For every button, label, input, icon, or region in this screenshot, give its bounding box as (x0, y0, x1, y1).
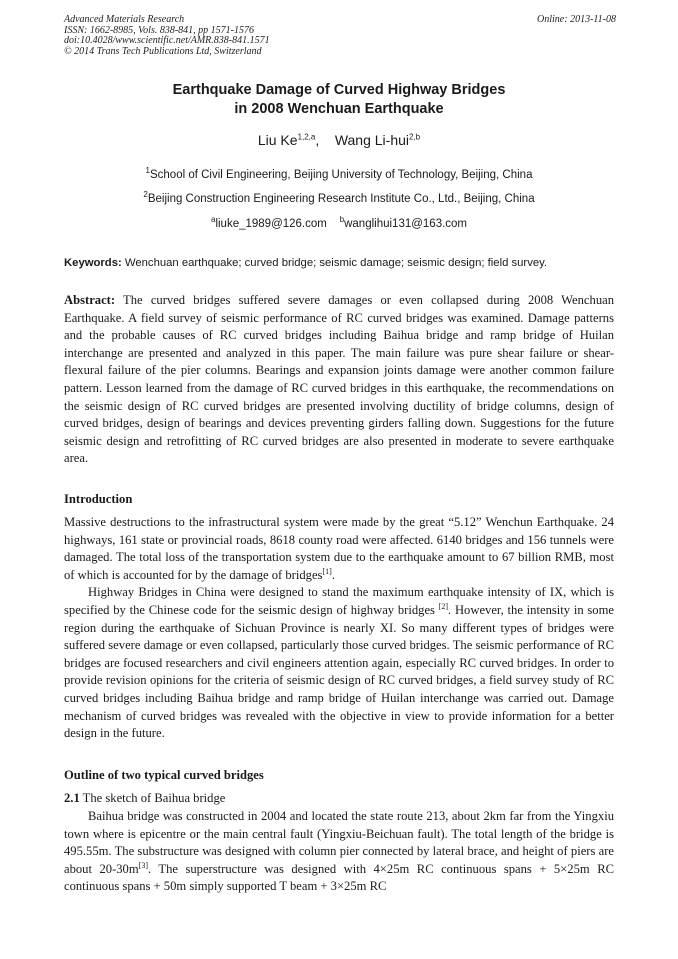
abstract-label: Abstract: (64, 293, 116, 307)
author-1-sup: 1,2,a (297, 132, 316, 142)
author-2-sup: 2,b (409, 132, 421, 142)
author-list (64, 132, 614, 148)
outline-paragraph-1 (64, 808, 614, 896)
title-line-2: in 2008 Wenchuan Earthquake (234, 101, 444, 117)
intro-heading: Introduction (64, 492, 133, 506)
intro-p1-text: Massive destructions to the infrastructural system were made by the great “5.12” Wenchun Earthquake. 24 highways, 161 state or provincial roads, 8618 county road were affected. 6140 bridges and 156 tunnels were damaged. The total loss of the transportation system due to the earthquake amount to 67 billion RMB, most of which is accounted for by the damage of bridges (64, 515, 614, 582)
journal-header (64, 15, 616, 57)
intro-p1-end: . (331, 567, 335, 582)
subsection-2-1-heading (64, 791, 225, 806)
citation-3: [3] (138, 860, 148, 870)
outline-p1-text-a: Baihua bridge was constructed in 2004 and located the state route 213, about 2km far from the Yingxiu town where is epicentre or the main central fault (Yingxiu-Beichuan fault). The total length of the bridge is 495.55m. The substructure was designed with column pier connected by lateral brace, and height of piers are about 20-30m (64, 809, 614, 876)
keywords (64, 257, 616, 269)
email-2-sup: b (339, 215, 345, 225)
email-2: wanglihui131@163.com (344, 218, 468, 230)
intro-paragraph-1 (64, 514, 614, 584)
author-2-name: Wang Li-hui (334, 132, 409, 148)
abstract-text: The curved bridges suffered severe damages or even collapsed during 2008 Wenchuan Earthquake. A field survey of seismic performance of RC curved bridges was examined. Damage patterns and the probable causes of RC curved bridges including Baihua bridge and ramp bridge of Huilan interchange are presented and analyzed in this paper. The main failure was pure shear failure or shear-flexural failure of the pier columns. Bearings and expansion joints damage were another common failure pattern. Lesson learned from the damage of RC curved bridges in this earthquake, the recommendations on the seismic design of RC curved bridges are presented involving ductility of bridge columns, design of curved bridges, design of bearings and devices preventing girders falling down. Suggestions for the future seismic design and retrofitting of RC curved bridges are also presented in moderate to severe earthquake area. (64, 293, 614, 466)
online-date: Online: 2013-11-08 (537, 14, 616, 25)
intro-paragraph-2 (64, 584, 614, 742)
intro-p2-text-b: . However, the intensity in some region during the earthquake of Sichuan Province is nearly XI. So many different types of bridges were suffered severe damage or even collapsed, particularly those curved bridges. The seismic performance of RC bridges are focused researchers and civil engineers attention again, especially RC curved bridges. In order to provide revision opinions for the criteria of seismic design of RC curved bridges, a field survey study of RC curved bridges including Baihua bridge and ramp bridge of Huilan interchange was carried out. Damage mechanism of curved bridges was revealed with the objective in view to provide information for a better design in the future. (64, 602, 614, 741)
title-line-1: Earthquake Damage of Curved Highway Bridges (172, 82, 506, 98)
citation-2: [2] (438, 601, 449, 611)
abstract (64, 292, 614, 468)
doi-line: doi:10.4028/www.scientific.net/AMR.838-841.1571 (64, 35, 270, 46)
journal-name: Advanced Materials Research (64, 14, 185, 25)
author-1-name: Liu Ke (257, 132, 298, 148)
paper-title (64, 81, 614, 119)
outline-p1-text-b: . The superstructure was designed with 4×25m RC continuous spans + 5×25m RC continuous spans + 50m simply supported T beam + 3×25m RC (64, 861, 614, 894)
affiliation-1 (64, 166, 614, 181)
subsection-title: The sketch of Baihua bridge (79, 791, 226, 805)
affiliation-2 (64, 190, 614, 205)
email-1-sup: a (210, 215, 216, 225)
keywords-label: Keywords: (64, 257, 122, 269)
outline-heading: Outline of two typical curved bridges (64, 768, 264, 782)
intro-p2-text-a: Highway Bridges in China were designed to stand the maximum earthquake intensity of IX, which is specified by the Chinese code for the seismic design of highway bridges (64, 585, 614, 617)
copyright-line: © 2014 Trans Tech Publications Ltd, Switzerland (64, 45, 262, 57)
keywords-text: Wenchuan earthquake; curved bridge; seismic damage; seismic design; field survey. (121, 257, 548, 269)
intro-body (64, 514, 614, 743)
outline-body (64, 808, 614, 896)
affiliation-2-sup: 2 (143, 190, 148, 200)
affiliation-1-text: School of Civil Engineering, Beijing University of Technology, Beijing, China (149, 169, 533, 181)
subsection-number: 2.1 (64, 791, 80, 805)
affiliation-1-sup: 1 (145, 166, 150, 176)
affiliation-2-text: Beijing Construction Engineering Research Institute Co., Ltd., Beijing, China (147, 193, 535, 205)
author-separator: , (315, 132, 320, 148)
email-1: liuke_1989@126.com (215, 218, 327, 230)
issn-line: ISSN: 1662-8985, Vols. 838-841, pp 1571-1576 (64, 24, 254, 36)
citation-1: [1] (322, 566, 332, 576)
email-list (64, 215, 614, 230)
